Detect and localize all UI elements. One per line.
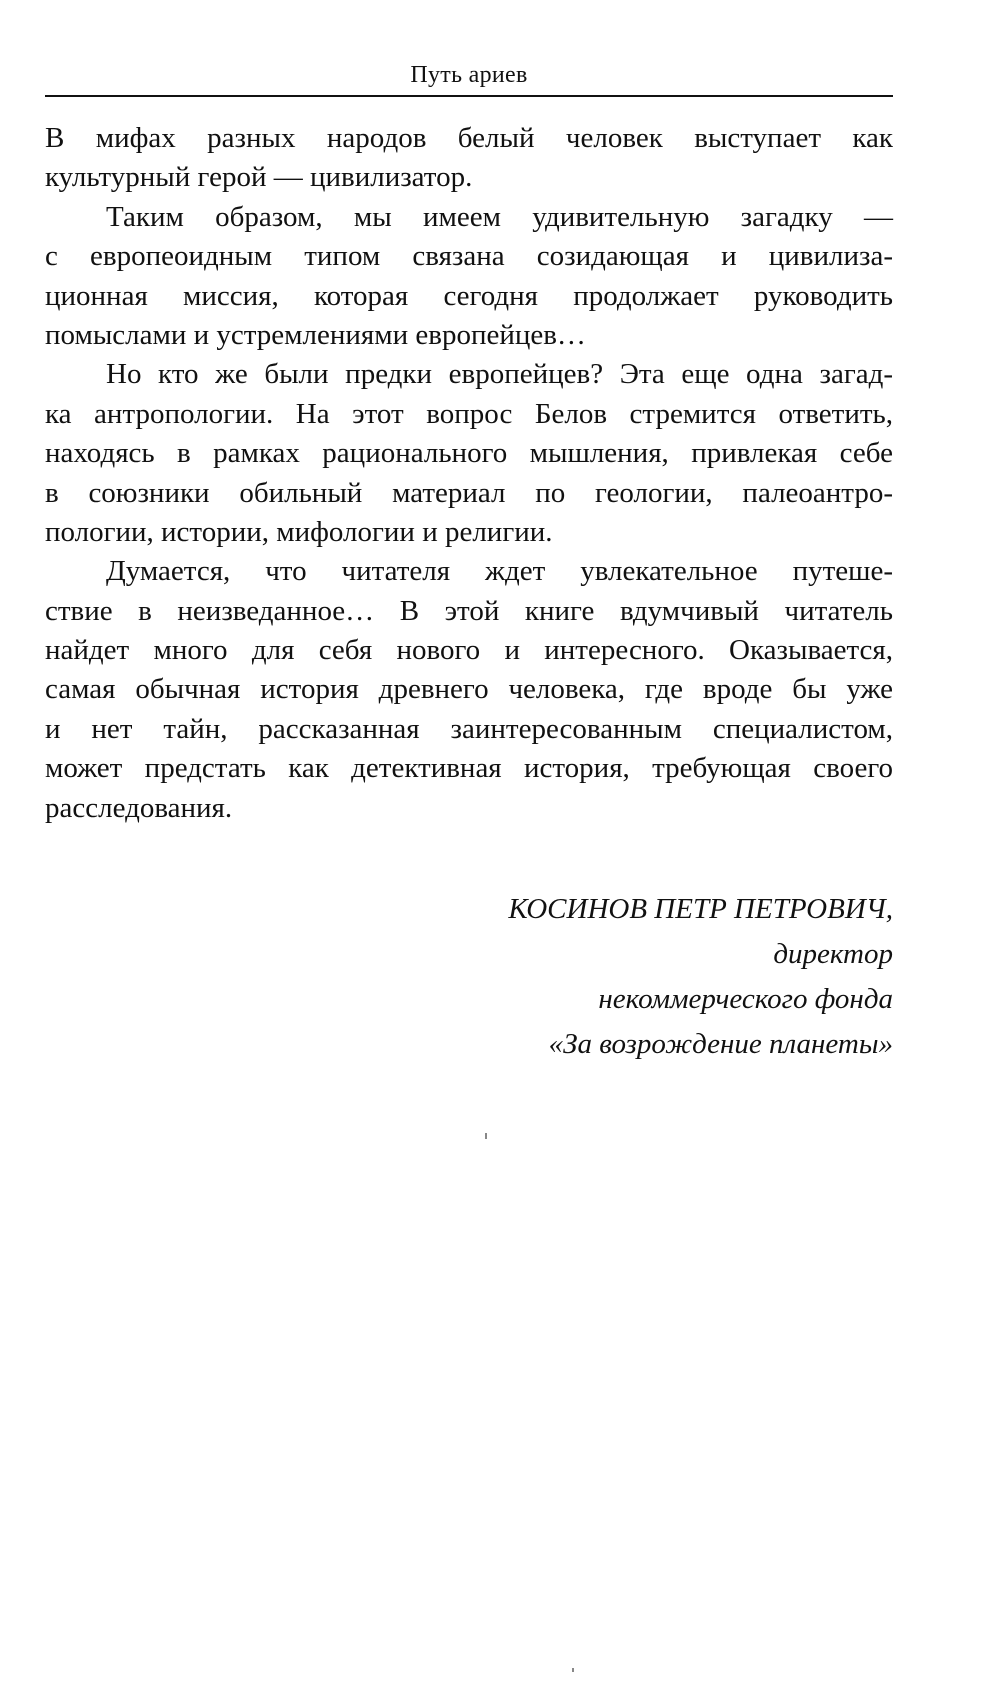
text-line: найдет много для себя нового и интересного. Оказывается,: [45, 634, 893, 667]
text-line: и нет тайн, рассказанная заинтересованным специалистом,: [45, 712, 893, 745]
text-line: Думается, что читателя ждет увлекательное путеше-: [106, 555, 893, 588]
signature-organization: некоммерческого фонда: [598, 983, 893, 1015]
text-line: Но кто же были предки европейцев? Эта еще одна загад-: [106, 358, 893, 391]
text-line: Таким образом, мы имеем удивительную загадку —: [106, 200, 893, 233]
signature-block: [45, 887, 893, 1067]
header-rule: [45, 95, 893, 97]
text-line: В мифах разных народов белый человек выступает как: [45, 122, 893, 154]
signature-position: директор: [773, 938, 893, 970]
text-line: пологии, истории, мифологии и религии.: [45, 515, 553, 548]
text-line: ствие в неизведанное… В этой книге вдумчивый читатель: [45, 594, 893, 627]
text-line: находясь в рамках рационального мышления, привлекая себе: [45, 437, 893, 470]
text-line: с европеоидным типом связана созидающая и цивилиза-: [45, 240, 893, 273]
scan-speck: [572, 1668, 574, 1672]
text-line: в союзники обильный материал по геологии, палеоантро-: [45, 476, 893, 509]
signature-name: КОСИНОВ ПЕТР ПЕТРОВИЧ,: [508, 893, 893, 925]
paragraph-2: [45, 198, 893, 356]
text-line: самая обычная история древнего человека, где вроде бы уже: [45, 673, 893, 706]
text-line: расследования.: [45, 791, 233, 824]
signature-fund-name: «За возрождение планеты»: [548, 1028, 893, 1060]
running-head: Путь ариев: [410, 62, 528, 88]
text-line: помыслами и устремлениями европейцев…: [45, 318, 586, 351]
paragraph-4: [45, 552, 893, 828]
paragraph-1: [45, 119, 893, 198]
scan-speck: [485, 1133, 487, 1139]
book-page: [45, 0, 893, 1692]
body-text: [45, 119, 893, 828]
text-line: может предстать как детективная история, требующая своего: [45, 752, 893, 785]
text-line: культурный герой — цивилизатор.: [45, 161, 473, 194]
paragraph-3: [45, 355, 893, 552]
text-line: ционная миссия, которая сегодня продолжает руководить: [45, 279, 893, 312]
text-line: ка антропологии. На этот вопрос Белов стремится ответить,: [45, 397, 893, 430]
